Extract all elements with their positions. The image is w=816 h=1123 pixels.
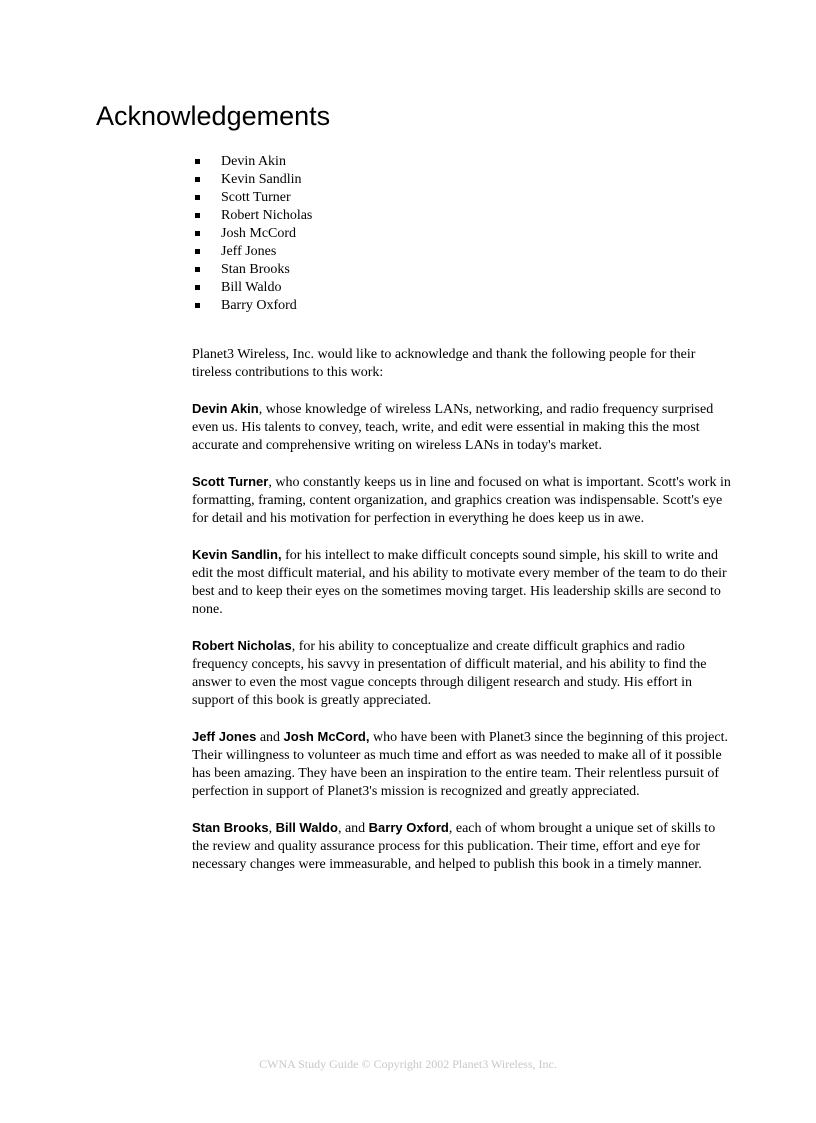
page-footer bbox=[0, 1057, 816, 1072]
list-item: Robert Nicholas bbox=[195, 207, 312, 225]
person-name: Scott Turner bbox=[192, 474, 269, 489]
person-name: Josh McCord, bbox=[283, 729, 370, 744]
person-name: Kevin Sandlin, bbox=[192, 547, 282, 562]
acknowledgement-body bbox=[192, 346, 732, 892]
list-item: Devin Akin bbox=[195, 153, 312, 171]
person-name: Barry Oxford bbox=[368, 820, 449, 835]
list-item: Bill Waldo bbox=[195, 279, 312, 297]
person-name: Robert Nicholas bbox=[192, 638, 292, 653]
square-bullet-icon bbox=[195, 231, 200, 236]
paragraph-devin-akin: Devin Akin, whose knowledge of wireless LANs, networking, and radio frequency surprised even us. His talents to convey, teach, write, and edit were essential in making this the most accurate and comprehensive writing on wireless LANs in today's market. bbox=[192, 401, 714, 453]
paragraph-scott-turner: Scott Turner, who constantly keeps us in line and focused on what is important. Scott's work in formatting, framing, content organization, and graphics creation was indispensable. Scott's eye for detail and his motivation for perfection in everything he does keep us in awe. bbox=[192, 474, 731, 526]
paragraph-robert-nicholas: Robert Nicholas, for his ability to conceptualize and create difficult graphics and radio frequency concepts, his savvy in presentation of difficult material, and his ability to find the answer to even the most vague concepts through diligent research and study. His effort in support of this book is greatly appreciated. bbox=[192, 638, 707, 708]
copyright-text: CWNA Study Guide © Copyright 2002 Planet3 Wireless, Inc. bbox=[259, 1057, 557, 1071]
square-bullet-icon bbox=[195, 249, 200, 254]
person-name: Jeff Jones bbox=[192, 729, 257, 744]
square-bullet-icon bbox=[195, 177, 200, 182]
list-item: Josh McCord bbox=[195, 225, 312, 243]
square-bullet-icon bbox=[195, 285, 200, 290]
square-bullet-icon bbox=[195, 303, 200, 308]
paragraph-jeff-jones-josh-mccord: Jeff Jones and Josh McCord, who have been with Planet3 since the beginning of this project. Their willingness to volunteer as much time and effort as was needed to make all of it possible has been amazing. They have been an inspiration to the entire team. Their relentless pursuit of perfection in support of Planet3's mission is recognized and greatly appreciated. bbox=[192, 729, 728, 799]
square-bullet-icon bbox=[195, 213, 200, 218]
square-bullet-icon bbox=[195, 159, 200, 164]
list-item: Stan Brooks bbox=[195, 261, 312, 279]
square-bullet-icon bbox=[195, 267, 200, 272]
paragraph-brooks-waldo-oxford: Stan Brooks, Bill Waldo, and Barry Oxford, each of whom brought a unique set of skills to the review and quality assurance process for this publication. Their time, effort and eye for necessary changes were immeasurable, and helped to publish this book in a timely manner. bbox=[192, 820, 716, 872]
square-bullet-icon bbox=[195, 195, 200, 200]
list-item: Kevin Sandlin bbox=[195, 171, 312, 189]
paragraph-kevin-sandlin: Kevin Sandlin, for his intellect to make difficult concepts sound simple, his skill to write and edit the most difficult material, and his ability to motivate every member of the team to do their best and to keep their eyes on the sometimes moving target. His leadership skills are second to none. bbox=[192, 547, 727, 617]
person-name: Stan Brooks bbox=[192, 820, 269, 835]
person-name: Devin Akin bbox=[192, 401, 259, 416]
page-title: Acknowledgements bbox=[96, 101, 331, 131]
person-name: Bill Waldo bbox=[275, 820, 338, 835]
list-item: Barry Oxford bbox=[195, 297, 312, 315]
acknowledged-names-list bbox=[195, 153, 312, 315]
list-item: Jeff Jones bbox=[195, 243, 312, 261]
intro-paragraph: Planet3 Wireless, Inc. would like to acknowledge and thank the following people for their tireless contributions to this work: bbox=[192, 347, 696, 380]
list-item: Scott Turner bbox=[195, 189, 312, 207]
